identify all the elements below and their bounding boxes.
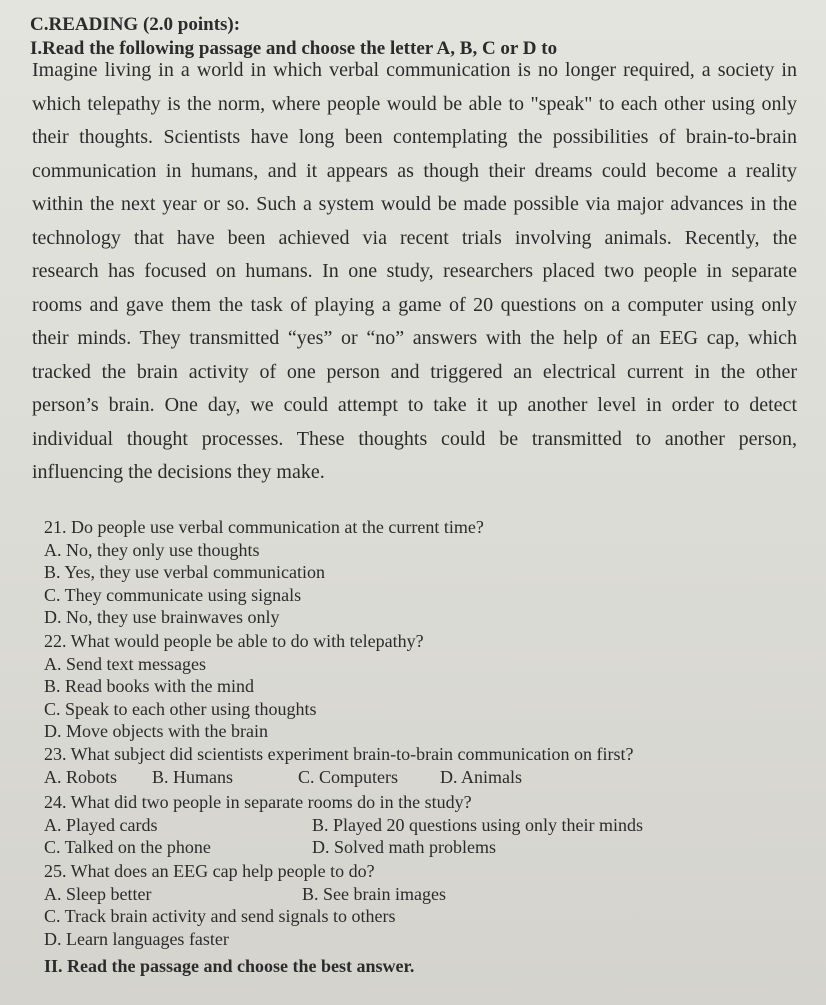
- option-d[interactable]: D. Learn languages faster: [44, 928, 229, 949]
- question-24: [44, 791, 643, 859]
- option-b[interactable]: B. Humans: [152, 766, 233, 787]
- option-c[interactable]: C. Talked on the phone: [44, 837, 211, 857]
- passage-line: influencing the decisions they make.: [32, 461, 325, 483]
- passage-line: their thoughts. Scientists have long been contemplating the possibilities of brain-to-brain: [32, 126, 797, 148]
- option-d[interactable]: D. Move objects with the brain: [44, 721, 268, 741]
- passage-line: their minds. They transmitted “yes” or “no” answers with the help of an EEG cap, which: [32, 327, 797, 349]
- option-b[interactable]: B. See brain images: [302, 883, 446, 904]
- question-text: 21. Do people use verbal communication at the current time?: [44, 517, 484, 537]
- question-25: [44, 860, 446, 950]
- passage-line: which telepathy is the norm, where people would be able to "speak" to each other using only: [32, 92, 797, 115]
- passage-line: technology that have been achieved via recent trials involving animals. Recently, the: [32, 226, 797, 249]
- part1-instruction: I.Read the following passage and choose the letter A, B, C or D to: [30, 38, 558, 59]
- passage-line: research has focused on humans. In one study, researchers placed two people in separate: [32, 260, 797, 282]
- option-d[interactable]: D. Solved math problems: [312, 837, 496, 857]
- option-c[interactable]: C. Speak to each other using thoughts: [44, 698, 317, 719]
- option-b[interactable]: B. Played 20 questions using only their minds: [312, 814, 643, 835]
- option-c[interactable]: C. They communicate using signals: [44, 584, 302, 605]
- option-d[interactable]: D. No, they use brainwaves only: [44, 607, 280, 627]
- question-text: 22. What would people be able to do with telepathy?: [44, 631, 424, 651]
- passage-line: Imagine living in a world in which verbal communication is no longer required, a society in: [32, 59, 797, 81]
- question-text: 24. What did two people in separate rooms do in the study?: [44, 792, 472, 812]
- option-a[interactable]: A. Sleep better: [44, 883, 152, 904]
- question-text: 25. What does an EEG cap help people to do?: [44, 861, 375, 881]
- reading-passage: [32, 54, 797, 490]
- option-c[interactable]: C. Track brain activity and send signals to others: [44, 906, 396, 926]
- option-d[interactable]: D. Animals: [440, 766, 523, 787]
- part2-instruction: II. Read the passage and choose the best answer.: [44, 956, 415, 976]
- passage-line: individual thought processes. These thoughts could be transmitted to another person,: [32, 427, 797, 450]
- passage-line: person’s brain. One day, we could attempt to take it up another level in order to detect: [32, 394, 797, 416]
- question-21: [44, 516, 484, 629]
- option-a[interactable]: A. Played cards: [44, 814, 158, 835]
- option-b[interactable]: B. Yes, they use verbal communication: [44, 562, 325, 582]
- passage-line: rooms and gave them the task of playing a game of 20 questions on a computer using only: [32, 293, 797, 316]
- option-a[interactable]: A. Robots: [44, 766, 118, 787]
- options-row: [44, 814, 643, 837]
- passage-line: communication in humans, and it appears as though their dreams could become a reality: [32, 159, 797, 182]
- option-a[interactable]: A. No, they only use thoughts: [44, 539, 260, 560]
- question-text: 23. What subject did scientists experiment brain-to-brain communication on first?: [44, 744, 634, 764]
- section-title: C.READING (2.0 points):: [30, 14, 241, 35]
- option-c[interactable]: C. Computers: [298, 766, 399, 787]
- passage-line: within the next year or so. Such a system would be made possible via major advances in the: [32, 193, 797, 215]
- options-row: [44, 836, 643, 859]
- question-23: [44, 743, 634, 788]
- options-row: [44, 766, 634, 789]
- question-22: [44, 630, 424, 743]
- options-row: [44, 883, 446, 906]
- passage-line: tracked the brain activity of one person and triggered an electrical current in the other: [32, 360, 797, 383]
- option-b[interactable]: B. Read books with the mind: [44, 676, 254, 696]
- option-a[interactable]: A. Send text messages: [44, 653, 206, 674]
